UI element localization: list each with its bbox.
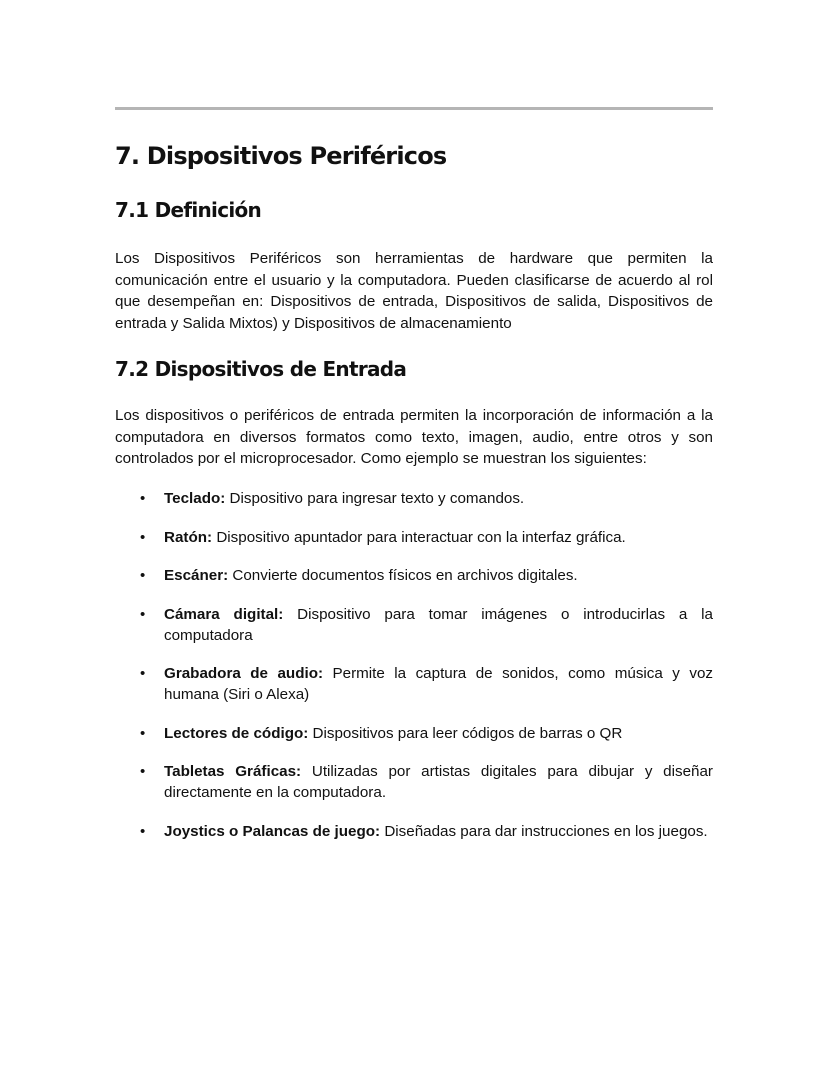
list-item	[115, 565, 713, 586]
item-term: Grabadora de audio:	[164, 665, 324, 682]
item-term: Ratón:	[164, 528, 213, 546]
chapter-title: 7. Dispositivos Periféricos	[115, 142, 447, 170]
item-text: Diseñadas para dar instrucciones en los juegos.	[380, 822, 708, 840]
definition-paragraph: Los Dispositivos Periféricos son herramientas de hardware que permiten la comunicación entre el usuario y la computadora. Pueden clasificarse de acuerdo al rol que desempeñan en: Dispositivos de entrada, Dispositivos de salida, Dispositivos de entrada y Salida Mixtos) y Dispositivos de almacenamiento	[115, 250, 713, 333]
list-item	[115, 761, 713, 803]
section-heading-entrada: 7.2 Dispositivos de Entrada	[115, 357, 407, 381]
item-text: Dispositivo para ingresar texto y comandos.	[225, 490, 525, 507]
bullet-icon: •	[140, 528, 146, 546]
input-devices-paragraph: Los dispositivos o periféricos de entrada permiten la incorporación de información a la computadora en diversos formatos como texto, imagen, audio, entre otros y son controlados por el microprocesador. Como ejemplo se muestran los siguientes:	[115, 407, 713, 468]
item-term: Tabletas Gráficas:	[164, 763, 302, 780]
item-term: Teclado:	[164, 490, 226, 507]
list-item	[115, 527, 713, 548]
bullet-icon: •	[140, 567, 146, 584]
input-devices-list	[115, 488, 713, 859]
item-term: Cámara digital:	[164, 605, 284, 623]
section-heading-definicion: 7.1 Definición	[115, 198, 262, 222]
item-term: Joystics o Palancas de juego:	[164, 822, 381, 840]
list-item	[115, 488, 713, 509]
bullet-icon: •	[140, 724, 146, 742]
item-text: Permite la captura de sonidos, como música y voz humana (Siri o Alexa)	[164, 665, 713, 703]
list-item	[115, 604, 713, 646]
list-item	[115, 723, 713, 744]
list-item	[115, 821, 713, 842]
item-term: Escáner:	[164, 567, 229, 584]
horizontal-rule	[115, 107, 713, 110]
item-text: Dispositivo para tomar imágenes o introducirlas a la computadora	[164, 605, 713, 644]
bullet-icon: •	[140, 822, 146, 840]
item-text: Utilizadas por artistas digitales para dibujar y diseñar directamente en la computadora.	[164, 763, 713, 801]
bullet-icon: •	[140, 665, 146, 682]
bullet-icon: •	[140, 763, 146, 780]
item-text: Dispositivos para leer códigos de barras o QR	[308, 724, 623, 742]
list-item	[115, 663, 713, 705]
item-term: Lectores de código:	[164, 724, 309, 742]
item-text: Convierte documentos físicos en archivos digitales.	[228, 567, 578, 584]
bullet-icon: •	[140, 605, 146, 623]
bullet-icon: •	[140, 490, 146, 507]
item-text: Dispositivo apuntador para interactuar con la interfaz gráfica.	[212, 528, 626, 546]
